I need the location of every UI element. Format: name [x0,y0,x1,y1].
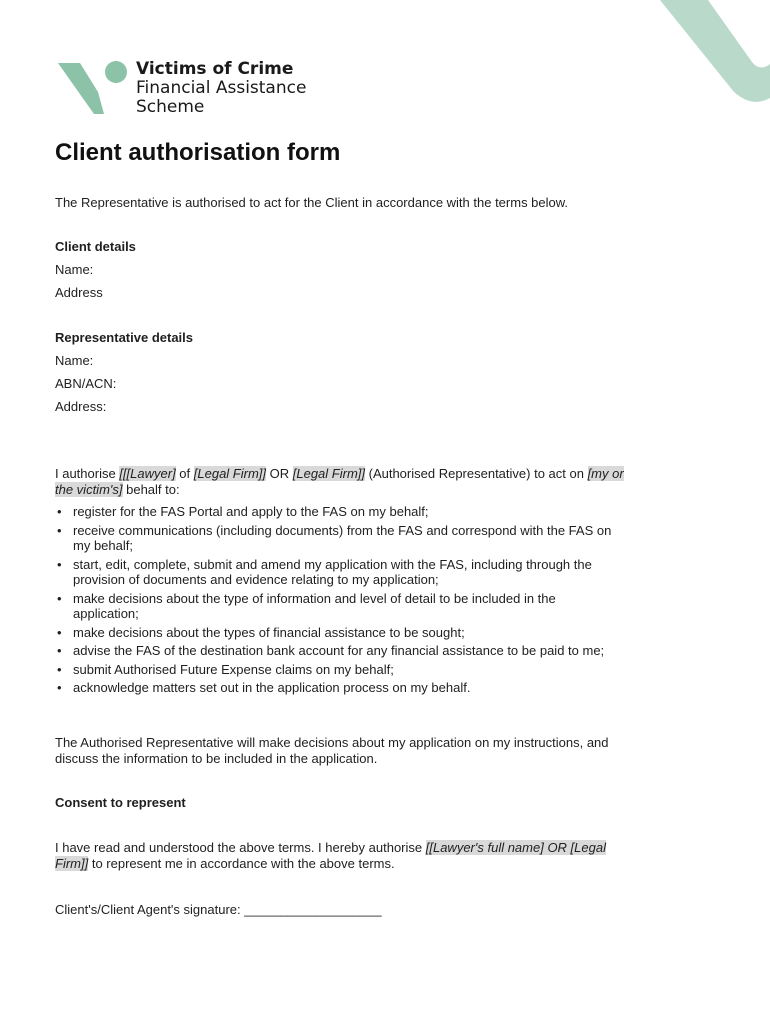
logo-v-mark-icon [56,58,128,116]
bullet-icon: • [57,556,62,572]
bullet-icon: • [57,643,62,658]
logo-line-2: Financial Assistance [136,78,307,98]
list-item: • start, edit, complete, submit and amend my application with the FAS, including through the provision of documents and evidence relating to my application; [57,556,592,587]
list-item: • advise the FAS of the destination bank account for any financial assistance to be paid to me; [57,643,605,658]
signature-line [55,902,625,918]
signature-field[interactable]: ___________________ [244,902,382,917]
bullet-icon: • [57,624,62,640]
bullet-icon: • [57,590,62,606]
representative-name-label: Name: [55,353,94,368]
bullet-icon: • [57,522,62,538]
decisions-paragraph: The Authorised Representative will make decisions about my application on my instructions, and discuss the information to be included in the application. [55,735,609,766]
corner-shape [660,0,770,102]
list-item: • make decisions about the types of financial assistance to be sought; [57,624,465,640]
bullet-icon: • [57,680,62,695]
placeholder-legal-firm: [Legal Firm]] [193,466,267,481]
placeholder-lawyer-full-name: [[Lawyer's full name] OR [Legal Firm]] [55,840,606,871]
client-name-label: Name: [55,262,94,277]
consent-heading: Consent to represent [55,795,186,810]
authorise-text-2: of [175,466,194,481]
organisation-logo [56,58,306,117]
logo-line-1: Victims of Crime [136,59,294,79]
intro-paragraph: The Representative is authorised to act for the Client in accordance with the terms below. [55,195,569,210]
logo-text [136,60,306,117]
authorise-paragraph [55,466,625,497]
logo-dot [105,61,127,83]
representative-abn-label: ABN/ACN: [55,376,117,391]
client-details-heading: Client details [55,239,136,254]
authorise-text-3: OR [266,466,293,481]
signature-label: Client's/Client Agent's signature: [55,902,241,917]
list-item: • make decisions about the type of information and level of detail to be included in the application; [57,590,556,621]
page-title: Client authorisation form [55,139,341,166]
authority-list [55,504,625,699]
consent-paragraph [55,840,625,871]
authorise-text-1: I authorise [55,466,120,481]
list-item: • register for the FAS Portal and apply to the FAS on my behalf; [57,504,429,519]
bullet-icon: • [57,661,62,677]
consent-text-1: I have read and understood the above terms. I hereby authorise [55,840,426,855]
logo-line-3: Scheme [136,97,205,117]
representative-address-label: Address: [55,399,107,414]
consent-text-2: to represent me in accordance with the above terms. [88,855,395,871]
list-item: • receive communications (including documents) from the FAS and correspond with the FAS on my behalf; [57,522,612,553]
authorise-text-5: behalf to: [122,481,180,497]
representative-details-heading: Representative details [55,330,194,345]
authorise-text-4: (Authorised Representative) to act on [365,466,588,481]
bullet-icon: • [57,504,62,519]
corner-graphic [660,0,770,105]
placeholder-lawyer: [[[Lawyer] [119,466,176,481]
list-item: • acknowledge matters set out in the application process on my behalf. [57,680,471,695]
client-address-label: Address [55,285,103,300]
placeholder-my-or-victims: [my or the victim's] [55,466,624,497]
placeholder-legal-firm-alt: [Legal Firm]] [292,466,365,481]
logo-v-shape [58,63,104,114]
list-item: • submit Authorised Future Expense claims on my behalf; [57,661,394,677]
